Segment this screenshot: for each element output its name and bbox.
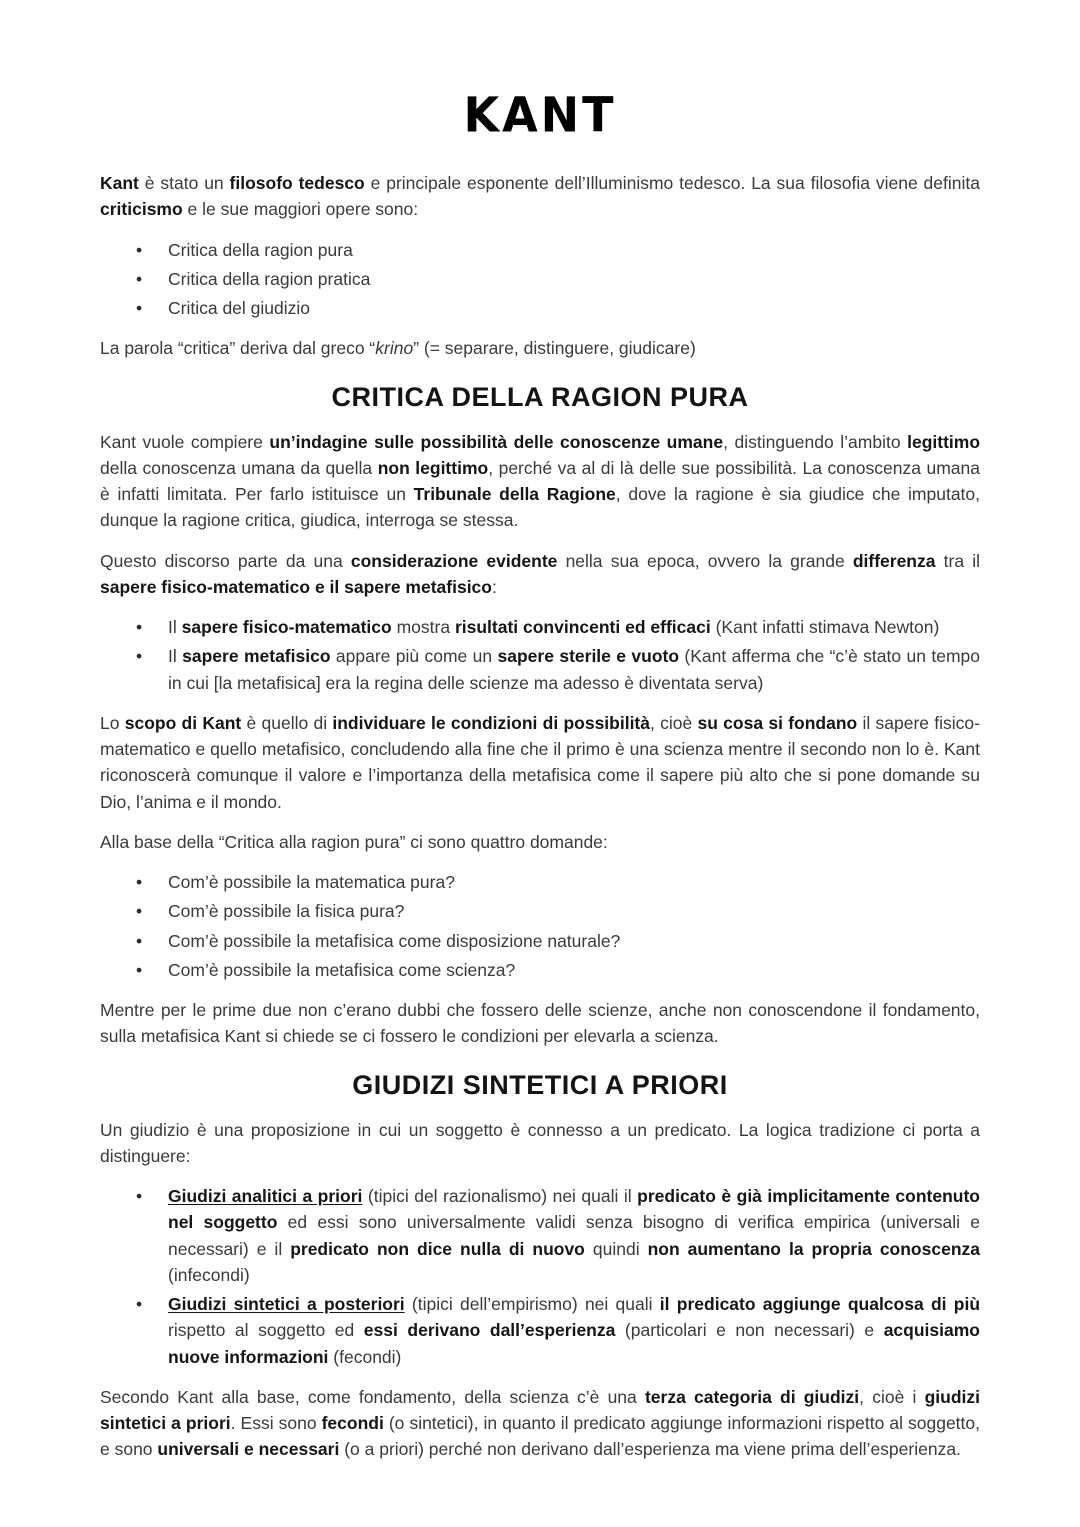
list-item-domanda-3: • Com’è possibile la metafisica come disposizione naturale? [168,928,980,954]
text-run: sapere fisico-matematico [181,617,392,637]
list-saperi [100,614,980,696]
text-run: su cosa si fondano [697,712,858,733]
list-item-opera-1: • Critica della ragion pura [168,237,980,263]
text-run: : [491,576,497,597]
text-run: Giudizi analitici a priori [168,1186,363,1206]
text-run: (tipici del razionalismo) nei quali il [362,1186,638,1206]
text-run: (infecondi) [168,1264,250,1285]
list-item-sapere-metafisico [168,643,980,696]
document-title: KANT [463,86,617,144]
text-run: ed essi sono universalmente validi senza bisogno di verifica empirica (universali e necessari) e il [168,1212,980,1259]
text-run: mostra [391,617,455,637]
text-run: è stato un [138,173,230,193]
paragraph-terza-categoria [100,1384,980,1463]
list-item-domanda-1: • Com’è possibile la matematica pura? [168,869,980,895]
text-run: sapere fisico-matematico e il sapere metafisico [100,576,492,597]
paragraph-indagine [100,429,980,534]
text-run: considerazione evidente [350,550,558,571]
list-item-giudizi-analitici [168,1183,980,1288]
text-run: criticismo [100,199,183,220]
text-run: (Kant infatti stimava Newton) [710,617,940,637]
text-run: krino [375,338,414,359]
paragraph-conclusione-domande [100,997,980,1050]
paragraph-scopo [100,710,980,815]
text-run: acquisiamo nuove informazioni [168,1320,980,1367]
text-run: giudizi sintetici a priori [100,1386,980,1433]
text-run: appare più come un [330,646,498,667]
text-run: , cioè i [859,1386,925,1407]
text-run: un’indagine sulle possibilità delle conoscenze umane [269,431,724,452]
text-run: Kant [100,173,139,193]
text-run: universali e necessari [157,1439,340,1460]
text-run: (fecondi) [328,1346,402,1367]
text-run: , dove la ragione è sia giudice che imputato, dunque la ragione critica, giudica, interroga se stessa. [100,484,981,531]
text-run: differenza [852,550,936,571]
list-item-giudizi-sintetici-posteriori [168,1291,980,1370]
paragraph-giudizio-definizione [100,1117,980,1170]
list-item-domanda-4: • Com’è possibile la metafisica come scienza? [168,957,980,983]
text-run: . Essi sono [230,1413,322,1433]
text-run: (tipici dell’empirismo) nei quali [404,1294,660,1314]
text-run: Kant vuole compiere [100,431,270,452]
text-run: La parola “critica” deriva dal greco “ [100,338,376,359]
list-item-domanda-2: • Com’è possibile la fisica pura? [168,898,980,924]
text-run: non legittimo [377,457,489,478]
text-run: è quello di [241,712,333,733]
list-item-sapere-fisico [168,614,980,640]
text-run: il predicato aggiunge qualcosa di più [659,1294,981,1314]
text-run: Giudizi sintetici a posteriori [168,1294,405,1314]
paragraph-quattro-domande [100,829,980,855]
paragraph-intro [100,170,980,223]
list-item-opera-2: • Critica della ragion pratica [168,266,980,292]
text-run: Un giudizio è una proposizione in cui un soggetto è connesso a un predicato. La logica tradizione ci porta a distinguere: [100,1119,980,1166]
text-run: sapere sterile e vuoto [497,646,680,667]
text-run: tra il [935,550,980,571]
text-run: (o a priori) perché non derivano dall’esperienza ma viene prima dell’esperienza. [339,1439,961,1460]
text-run: legittimo [907,431,981,452]
list-item-opera-3: • Critica del giudizio [168,295,980,321]
text-run: Lo [100,712,125,733]
text-run: predicato è già implicitamente contenuto nel soggetto [168,1186,980,1233]
text-run: (particolari e non necessari) e [615,1320,884,1341]
paragraph-etymology [100,335,980,361]
text-run: Il [168,646,183,667]
text-run: , perché va al di là delle sue possibilità. La conoscenza umana è infatti limitata. Per farlo istituisce un [100,457,980,504]
text-run: ” (= separare, distinguere, giudicare) [413,338,696,359]
text-run: sapere metafisico [182,646,331,667]
list-opere [100,237,980,322]
text-run: , distinguendo l’ambito [723,431,908,452]
text-run: il sapere fisico-matematico e quello metafisico, concludendo alla fine che il primo è una scienza mentre il secondo non lo è. Kant riconoscerà comunque il valore e l’importanza della metafisica come il sapere più alto che si pone domande su Dio, l’anima e il mondo. [100,712,980,812]
text-run: risultati convincenti ed efficaci [454,617,711,637]
text-run: e principale esponente dell’Illuminismo tedesco. La sua filosofia viene definita [364,173,980,193]
text-run: nella sua epoca, ovvero la grande [557,550,853,571]
text-run: (Kant afferma che “c’è stato un tempo in cui [la metafisica] era la regina delle scienze ma adesso è diventata serva) [168,646,980,693]
text-run: Secondo Kant alla base, come fondamento, della scienza c’è una [100,1386,645,1407]
text-run: individuare le condizioni di possibilità [332,712,650,733]
text-run: Alla base della “Critica alla ragion pura” ci sono quattro domande: [100,831,608,852]
text-run: filosofo tedesco [229,173,365,193]
text-run: Tribunale della Ragione [413,484,616,504]
text-run: Questo discorso parte da una [100,550,351,571]
text-run: predicato non dice nulla di nuovo [290,1238,585,1259]
text-run: fecondi [321,1413,384,1433]
text-run: scopo di Kant [124,712,242,733]
text-run: e le sue maggiori opere sono: [182,199,419,220]
text-run: terza categoria di giudizi [644,1386,860,1407]
text-run: essi derivano dall’esperienza [363,1320,616,1341]
heading-critica-ragion-pura: CRITICA DELLA RAGION PURA [331,381,749,412]
text-run: della conoscenza umana da quella [100,457,378,478]
heading-giudizi-sintetici: GIUDIZI SINTETICI A PRIORI [352,1069,728,1100]
paragraph-considerazione [100,548,980,601]
list-domande [100,869,980,983]
text-run: Mentre per le prime due non c’erano dubbi che fossero delle scienze, anche non conoscendone il fondamento, sulla metafisica Kant si chiede se ci fossero le condizioni per elevarla a scienza. [100,1000,980,1047]
list-giudizi [100,1183,980,1370]
text-run: Il [168,617,182,637]
text-run: rispetto al soggetto ed [168,1320,364,1341]
text-run: quindi [584,1238,648,1259]
text-run: non aumentano la propria conoscenza [647,1238,980,1259]
text-run: (o sintetici), in quanto il predicato aggiunge informazioni rispetto al soggetto, e sono [100,1413,980,1460]
text-run: , cioè [650,712,698,733]
